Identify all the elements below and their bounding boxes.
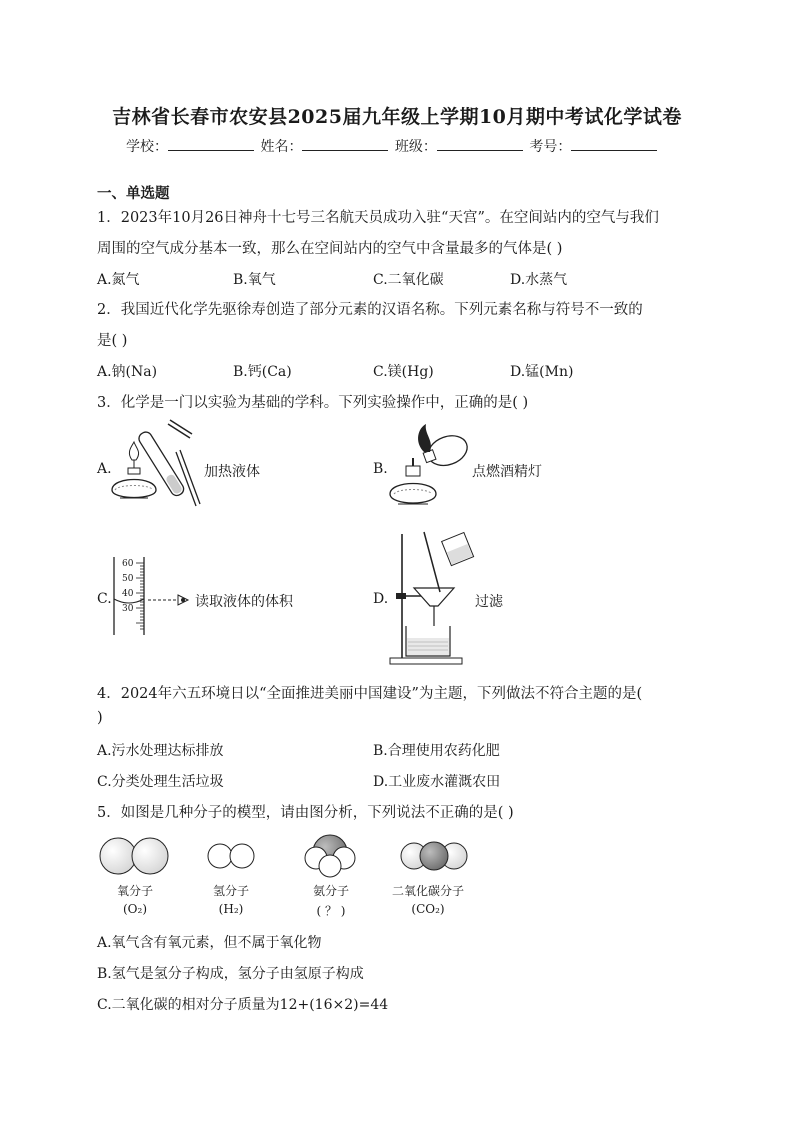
molecule-name: 氢分子 [212,884,249,898]
q1-option-a: A.氮气 [97,272,140,288]
q2-option-b: B.钙(Ca) [233,364,292,380]
number-blank [571,136,657,151]
molecule-formula: (CO₂) [411,902,445,916]
q5-option-b: B.氢气是氢分子构成，氢分子由氢原子构成 [97,966,364,982]
q4-line1: 4．2024年六五环境日以“全面推进美丽中国建设”为主题，下列做法不符合主题的是( [97,686,643,702]
lighting-lamp-figure [384,422,474,512]
q3-c-letter: C. [97,591,112,607]
class-blank [437,136,523,151]
molecule-formula: (O₂) [122,902,147,916]
tick-label: 60 [122,559,134,569]
q3-line1: 3．化学是一门以实验为基础的学科。下列实验操作中，正确的是( ) [97,395,529,411]
q3-d-label: 过滤 [475,594,503,610]
name-label: 姓名： [260,139,303,155]
molecule-caption-co2 [383,882,473,916]
q3-c-label: 读取液体的体积 [195,594,293,610]
class-label: 班级： [394,139,437,155]
q3-b-letter: B. [373,461,388,477]
q4-option-c: C.分类处理生活垃圾 [97,774,224,790]
q3-d-letter: D. [373,591,389,607]
molecule-models-figure [96,834,476,876]
q4-option-d: D.工业废水灌溉农田 [373,774,501,790]
molecule-name: 二氧化碳分子 [391,884,464,898]
carbon-dioxide-molecule-model [401,842,467,870]
molecule-formula: ( ？ ) [316,904,346,918]
q1-line1: 1．2023年10月26日神舟十七号三名航天员成功入驻“天宫”。在空间站内的空气与我们 [97,210,659,226]
q5-line1: 5．如图是几种分子的模型，请由图分析，下列说法不正确的是( ) [97,805,514,821]
molecule-caption-nh3 [286,882,376,919]
hydrogen-molecule-model [208,844,254,868]
q5-option-c: C.二氧化碳的相对分子质量为12+(16×2)=44 [97,997,389,1013]
q4-option-b: B.合理使用农药化肥 [373,743,500,759]
q3-a-letter: A. [97,461,112,477]
school-blank [168,136,254,151]
oxygen-molecule-model [100,838,168,874]
cylinder-scale-labels [122,557,133,617]
q5-option-a: A.氧气含有氧元素，但不属于氧化物 [97,935,322,951]
heating-liquid-figure [108,418,200,508]
tick-label: 40 [122,589,134,599]
molecule-caption-h2 [186,882,276,916]
page-title: 吉林省长春市农安县2025届九年级上学期10月期中考试化学试卷 [112,106,682,128]
school-label: 学校： [126,139,168,155]
q2-option-d: D.锰(Mn) [510,364,574,380]
molecule-name: 氨分子 [312,884,349,898]
q3-a-label: 加热液体 [204,464,260,480]
number-label: 考号： [529,139,572,155]
q2-option-c: C.镁(Hg) [373,364,434,380]
q4-line2: ) [97,710,103,726]
q2-line1: 2．我国近代化学先驱徐寿创造了部分元素的汉语名称。下列元素名称与符号不一致的 [97,302,643,318]
filtration-figure [388,530,478,668]
molecule-caption-o2 [90,882,180,916]
tick-label: 30 [122,604,134,614]
q1-option-c: C.二氧化碳 [373,272,444,288]
section-heading: 一、单选题 [97,185,170,202]
molecule-formula: (H₂) [218,902,244,916]
q1-option-d: D.水蒸气 [510,272,568,288]
q2-option-a: A.钠(Na) [97,364,158,380]
q3-b-label: 点燃酒精灯 [472,464,542,480]
ammonia-molecule-model [305,835,355,877]
q4-option-a: A.污水处理达标排放 [97,743,224,759]
q2-line2: 是( ) [97,333,128,349]
tick-label: 50 [122,574,134,584]
name-blank [302,136,388,151]
eye-sight-line-icon [148,592,192,608]
molecule-name: 氧分子 [116,884,153,898]
q1-option-b: B.氧气 [233,272,276,288]
q1-line2: 周围的空气成分基本一致，那么在空间站内的空气中含量最多的气体是( ) [97,241,563,257]
student-info-line [126,136,659,156]
